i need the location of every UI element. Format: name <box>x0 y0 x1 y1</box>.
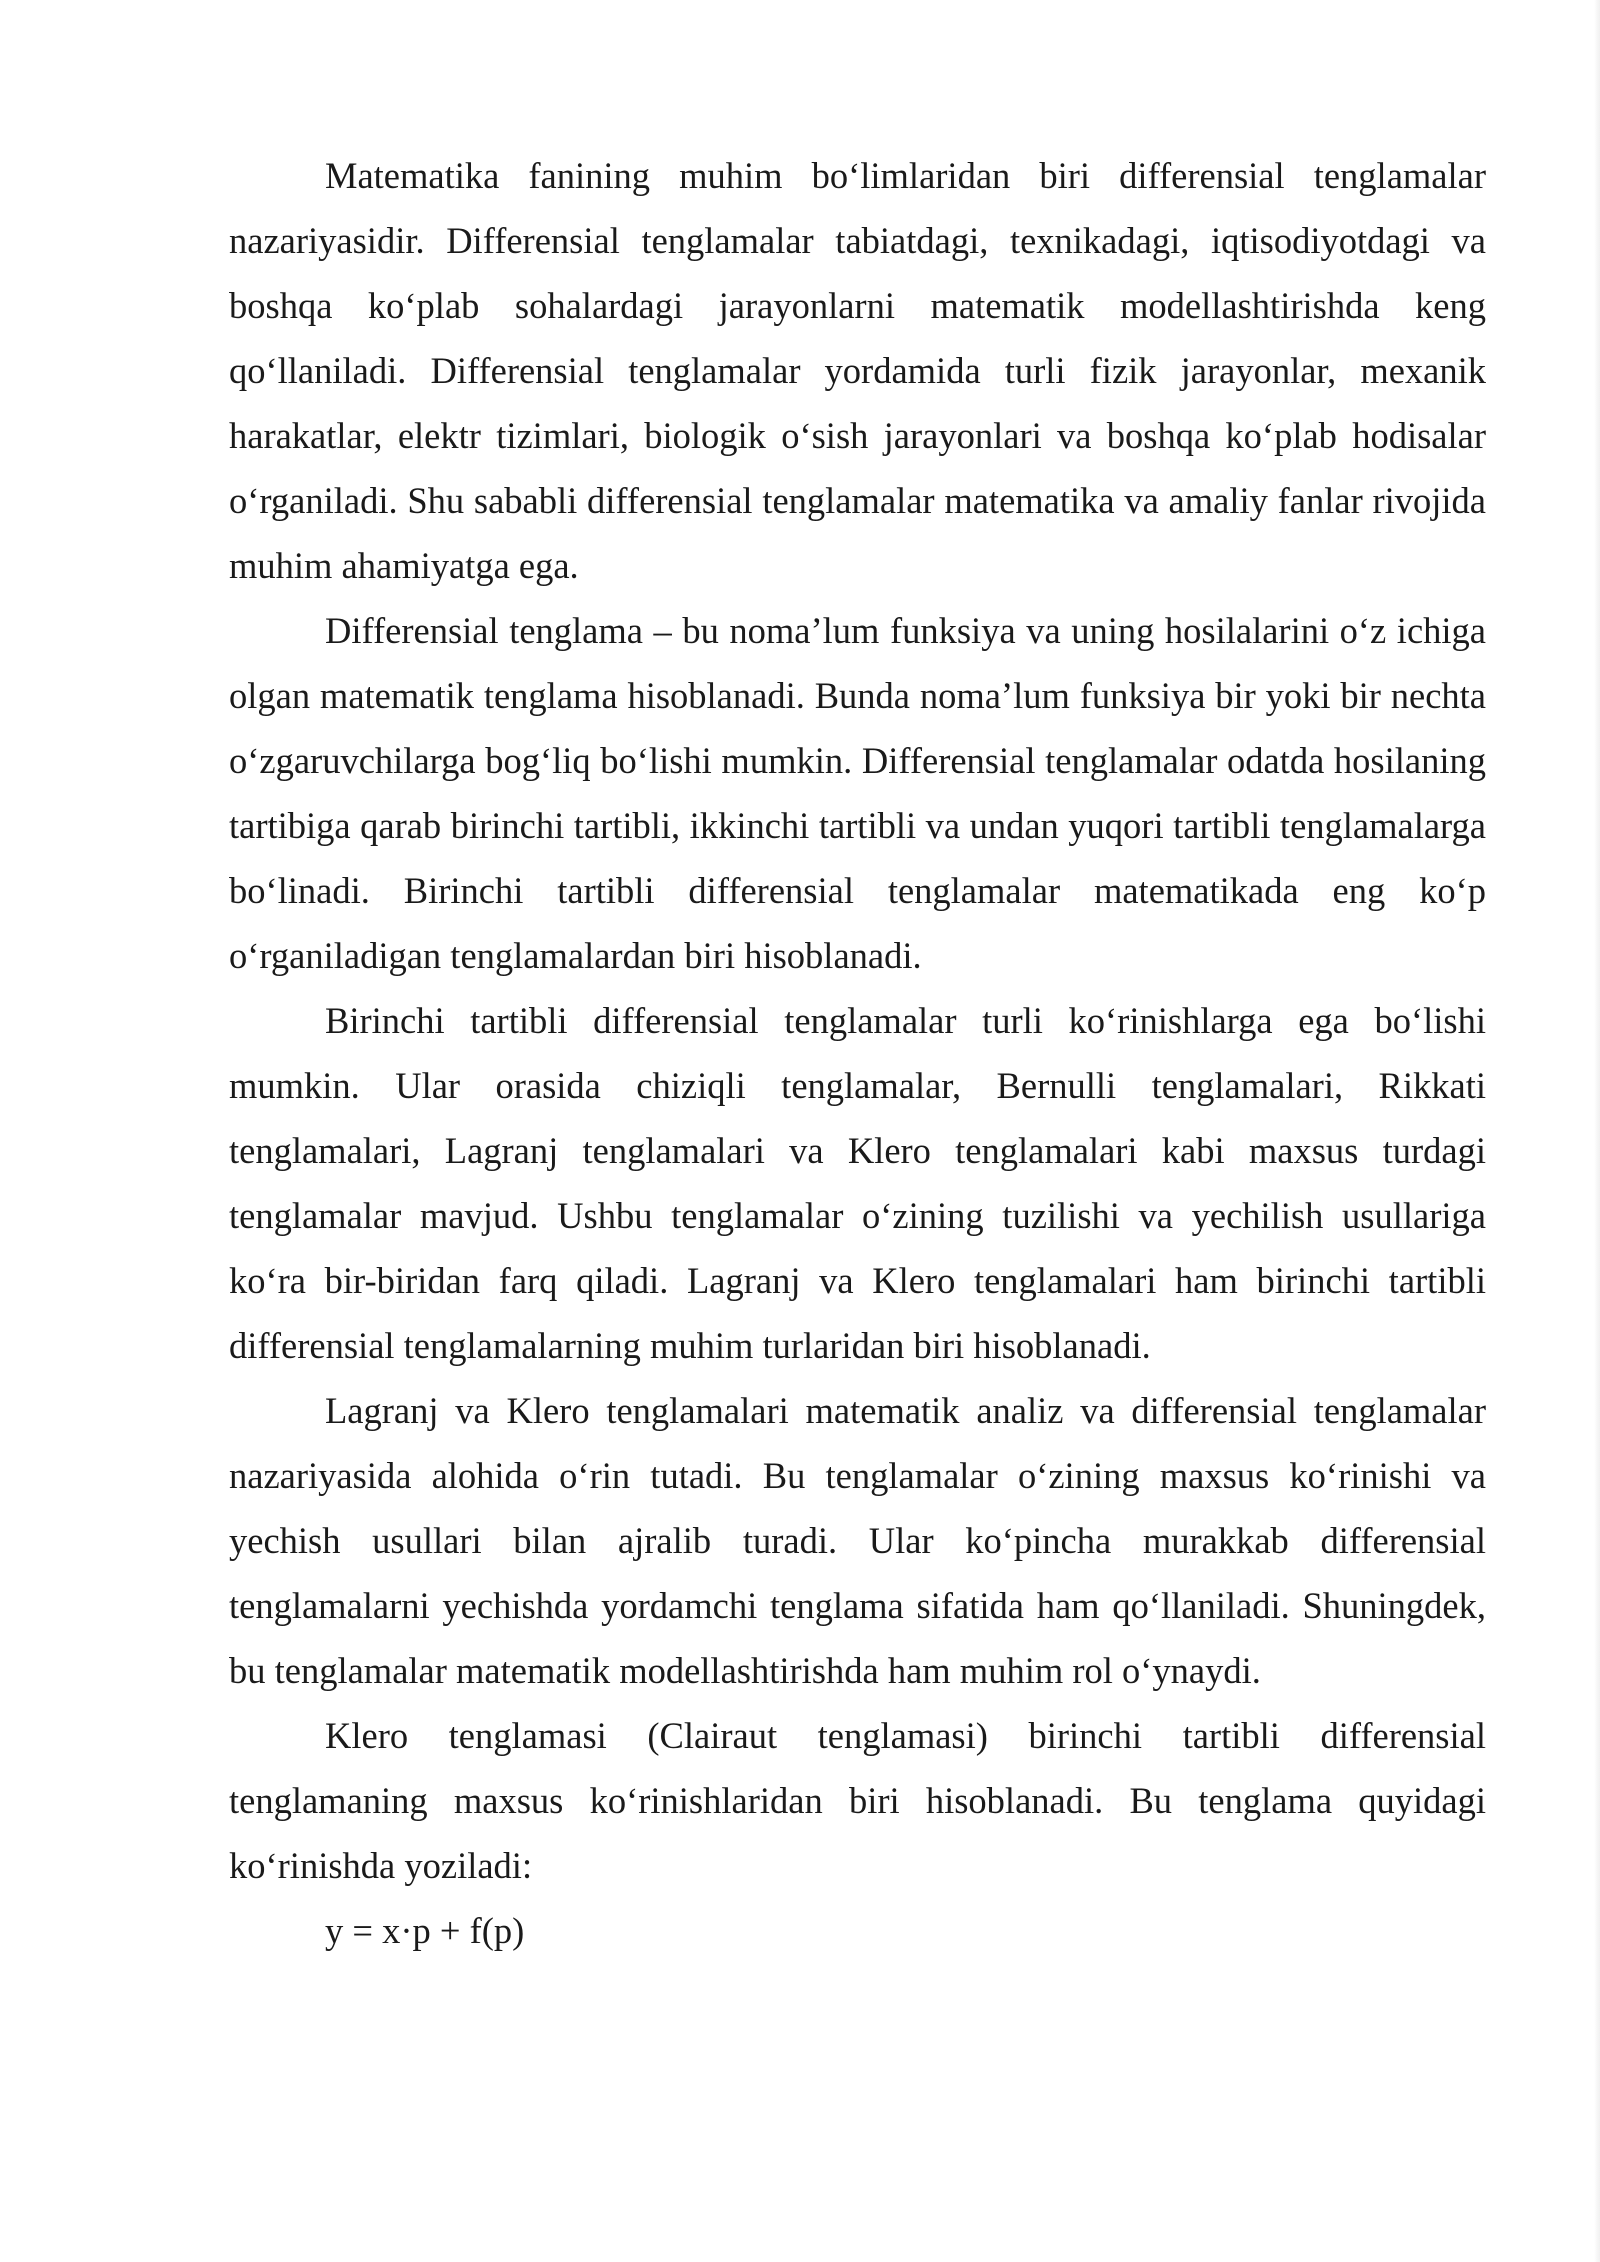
page-edge-shadow <box>1594 0 1600 2262</box>
paragraph-clairaut-equation: Klero tenglamasi (Clairaut tenglamasi) birinchi tartibli differensial tenglamaning maxsus ko‘rinishlaridan biri hisoblanadi. Bu tenglama quyidagi ko‘rinishda yoziladi: <box>229 1715 1486 1886</box>
paragraph-first-order-types: Birinchi tartibli differensial tenglamalar turli ko‘rinishlarga ega bo‘lishi mumkin. Ular orasida chiziqli tenglamalar, Bernulli tenglamalari, Rikkati tenglamalari, Lagranj tenglamalari va Klero tenglamalari kabi maxsus turdagi tenglamalar mavjud. Ushbu tenglamalar o‘zining tuzilishi va yechilish usullariga ko‘ra bir-biridan farq qiladi. Lagranj va Klero tenglamalari ham birinchi tartibli differensial tenglamalarning muhim turlaridan biri hisoblanadi. <box>229 1000 1486 1366</box>
paragraph-intro: Matematika fanining muhim bo‘limlaridan biri differensial tenglamalar nazariyasidir. Differensial tenglamalar tabiatdagi, texnikadagi, iqtisodiyotdagi va boshqa ko‘plab sohalardagi jarayonlarni matematik modellashtirishda keng qo‘llaniladi. Differensial tenglamalar yordamida turli fizik jarayonlar, mexanik harakatlar, elektr tizimlari, biologik o‘sish jarayonlari va boshqa ko‘plab hodisalar o‘rganiladi. Shu sababli differensial tenglamalar matematika va amaliy fanlar rivojida muhim ahamiyatga ega. <box>229 155 1486 586</box>
document-body <box>229 143 1486 1963</box>
paragraph-lagrange-clairaut: Lagranj va Klero tenglamalari matematik analiz va differensial tenglamalar nazariyasida alohida o‘rin tutadi. Bu tenglamalar o‘zining maxsus ko‘rinishi va yechish usullari bilan ajralib turadi. Ular ko‘pincha murakkab differensial tenglamalarni yechishda yordamchi tenglama sifatida ham qo‘llaniladi. Shuningdek, bu tenglamalar matematik modellashtirishda ham muhim rol o‘ynaydi. <box>229 1390 1486 1691</box>
paragraph-definition: Differensial tenglama – bu noma’lum funksiya va uning hosilalarini o‘z ichiga olgan matematik tenglama hisoblanadi. Bunda noma’lum funksiya bir yoki bir nechta o‘zgaruvchilarga bog‘liq bo‘lishi mumkin. Differensial tenglamalar odatda hosilaning tartibiga qarab birinchi tartibli, ikkinchi tartibli va undan yuqori tartibli tenglamalarga bo‘linadi. Birinchi tartibli differensial tenglamalar matematikada eng ko‘p o‘rganiladigan tenglamalardan biri hisoblanadi. <box>229 610 1486 976</box>
clairaut-formula: y = x·p + f(p) <box>325 1910 525 1951</box>
